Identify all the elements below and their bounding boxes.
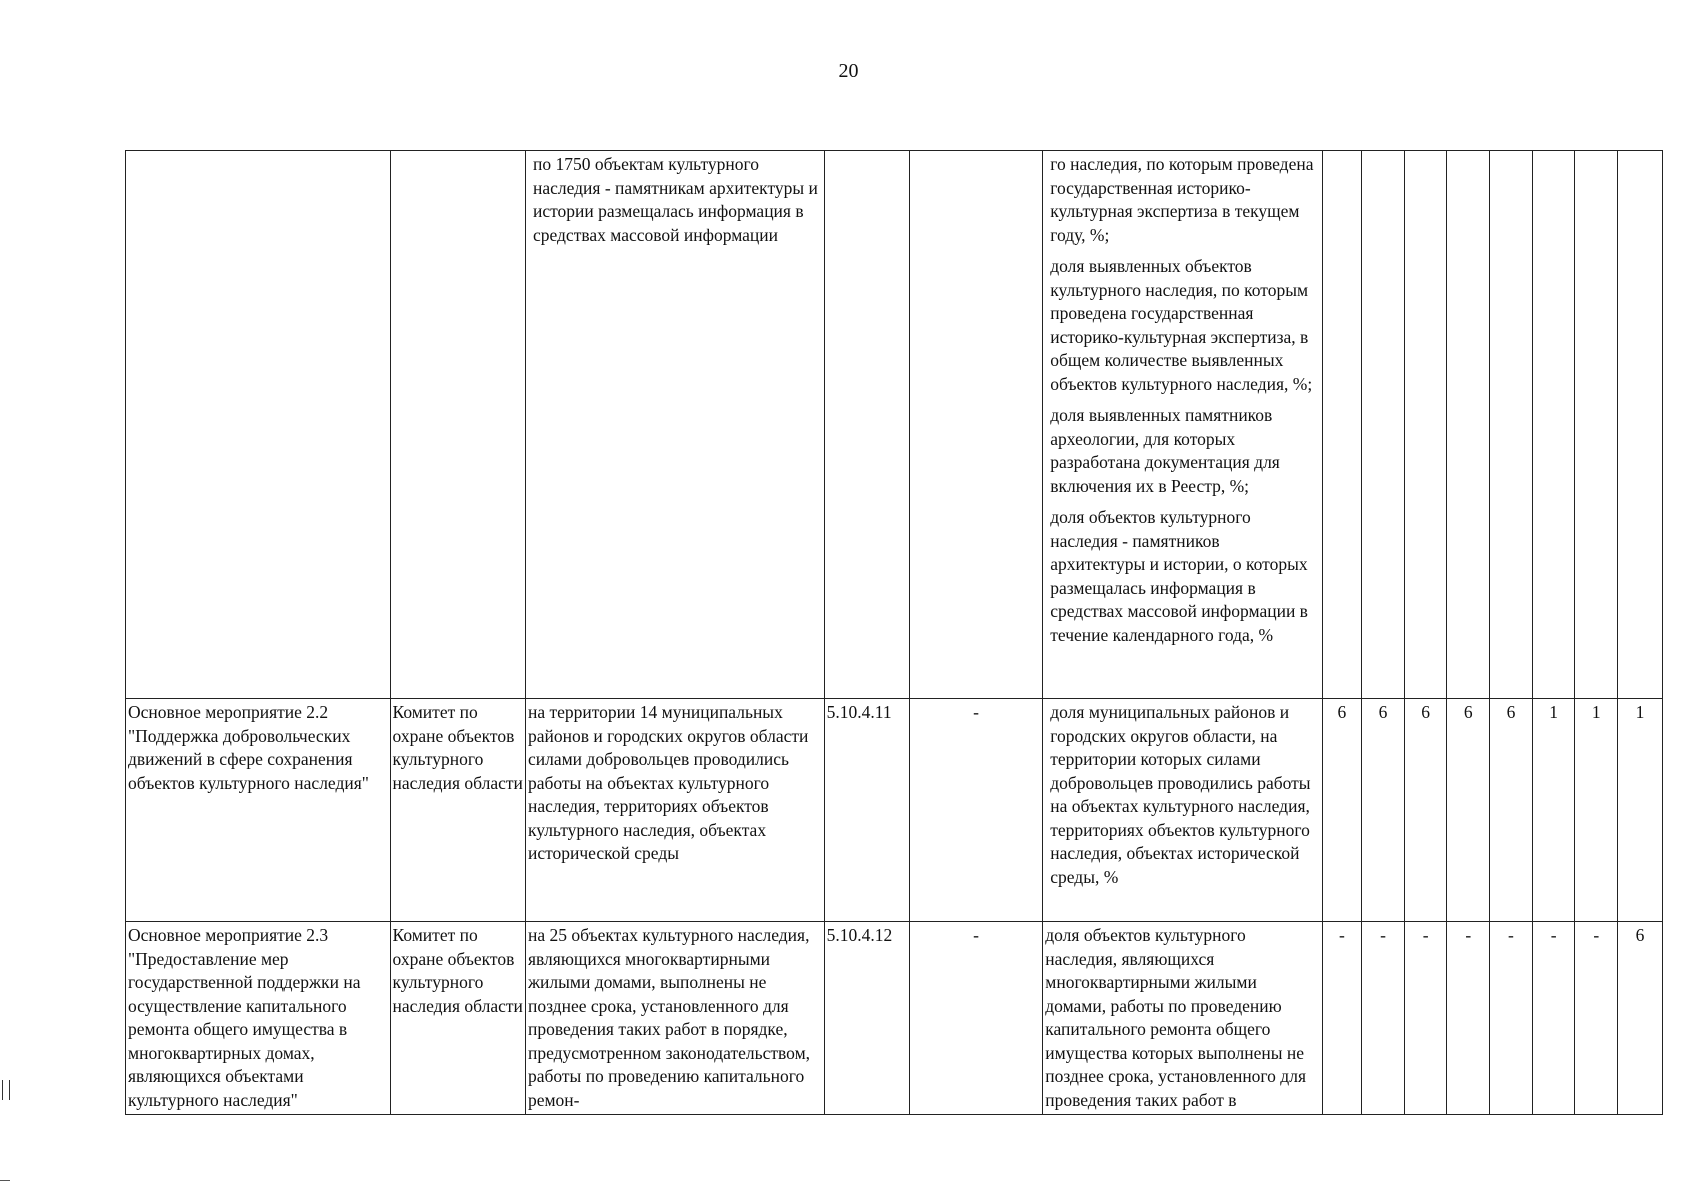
value-cell: - — [1490, 922, 1533, 1115]
dash-cell: - — [909, 699, 1042, 922]
dash-cell — [909, 151, 1042, 699]
table-row — [126, 151, 1663, 699]
measure-cell: Основное мероприятие 2.3 "Предоставление мер государственной поддержки на осуществление капитального ремонта общего имущества в многоквартирных домах, являющихся объектами культурного наследия" — [126, 922, 391, 1115]
value-cell: 6 — [1618, 922, 1663, 1115]
program-table — [125, 150, 1663, 1115]
indicator-text: доля муниципальных районов и городских округов области, на территории которых силами добровольцев проводились работы на объектах культурного наследия, территориях объектов культурного наследия, объектах исторической среды, % — [1050, 702, 1311, 887]
executor-cell: Комитет по охране объектов культурного наследия области — [390, 699, 525, 922]
measure-cell — [126, 151, 391, 699]
value-cell: 1 — [1618, 699, 1663, 922]
value-cell — [1532, 151, 1575, 699]
value-cell: 1 — [1532, 699, 1575, 922]
table-row — [126, 699, 1663, 922]
indicator-text: доля выявленных памятников археологии, для которых разработана документация для включения их в Реестр, %; — [1050, 405, 1280, 496]
value-cell: 6 — [1404, 699, 1447, 922]
value-cell: - — [1362, 922, 1405, 1115]
value-cell — [1447, 151, 1490, 699]
executor-cell — [390, 151, 525, 699]
indicator-cell — [1043, 922, 1322, 1115]
value-cell — [1362, 151, 1405, 699]
indicator-text: доля объектов культурного наследия - памятников архитектуры и истории, о которых размещалась информация в средствах массовой информации в течение календарного года, % — [1050, 507, 1308, 645]
value-cell: - — [1322, 922, 1361, 1115]
indicator-text: го наследия, по которым проведена государственная историко-культурная экспертиза в текущем году, %; — [1050, 154, 1314, 245]
measure-cell: Основное мероприятие 2.2 "Поддержка добровольческих движений в сфере сохранения объектов культурного наследия" — [126, 699, 391, 922]
indicator-cell — [1043, 699, 1322, 922]
value-cell — [1575, 151, 1618, 699]
value-cell: - — [1404, 922, 1447, 1115]
code-cell: 5.10.4.12 — [824, 922, 909, 1115]
value-cell — [1490, 151, 1533, 699]
binding-margin-tick — [0, 1180, 10, 1181]
value-cell: - — [1447, 922, 1490, 1115]
indicator-text: доля объектов культурного наследия, являющихся многоквартирными жилыми домами, работы по проведению капитального ремонта общего имущества которых выполнены не позднее срока, установленного для проведения таких работ в — [1045, 925, 1306, 1110]
value-cell — [1618, 151, 1663, 699]
value-cell: 6 — [1490, 699, 1533, 922]
value-cell — [1404, 151, 1447, 699]
value-cell: - — [1575, 922, 1618, 1115]
code-cell: 5.10.4.11 — [824, 699, 909, 922]
value-cell: 6 — [1362, 699, 1405, 922]
binding-margin-mark — [2, 1080, 10, 1100]
result-cell: на 25 объектах культурного наследия, являющихся многоквартирными жилыми домами, выполнены не позднее срока, установленного для проведения таких работ в порядке, предусмотренном законодательством, работы по проведению капитального ремон- — [525, 922, 824, 1115]
code-cell — [824, 151, 909, 699]
result-cell: на территории 14 муниципальных районов и городских округов области силами добровольцев проводились работы на объектах культурного наследия, территориях объектов культурного наследия, объектах исторической среды — [525, 699, 824, 922]
indicator-text: доля выявленных объектов культурного наследия, по которым проведена государственная историко-культурная экспертиза, в общем количестве выявленных объектов культурного наследия, %; — [1050, 256, 1313, 394]
result-cell: по 1750 объектам культурного наследия - памятникам архитектуры и истории размещалась информация в средствах массовой информации — [525, 151, 824, 699]
page-number: 20 — [838, 60, 859, 82]
value-cell: 6 — [1322, 699, 1361, 922]
table-row — [126, 922, 1663, 1115]
dash-cell: - — [909, 922, 1042, 1115]
executor-cell: Комитет по охране объектов культурного наследия области — [390, 922, 525, 1115]
indicator-cell — [1043, 151, 1322, 699]
value-cell: 6 — [1447, 699, 1490, 922]
value-cell — [1322, 151, 1361, 699]
value-cell: - — [1532, 922, 1575, 1115]
value-cell: 1 — [1575, 699, 1618, 922]
